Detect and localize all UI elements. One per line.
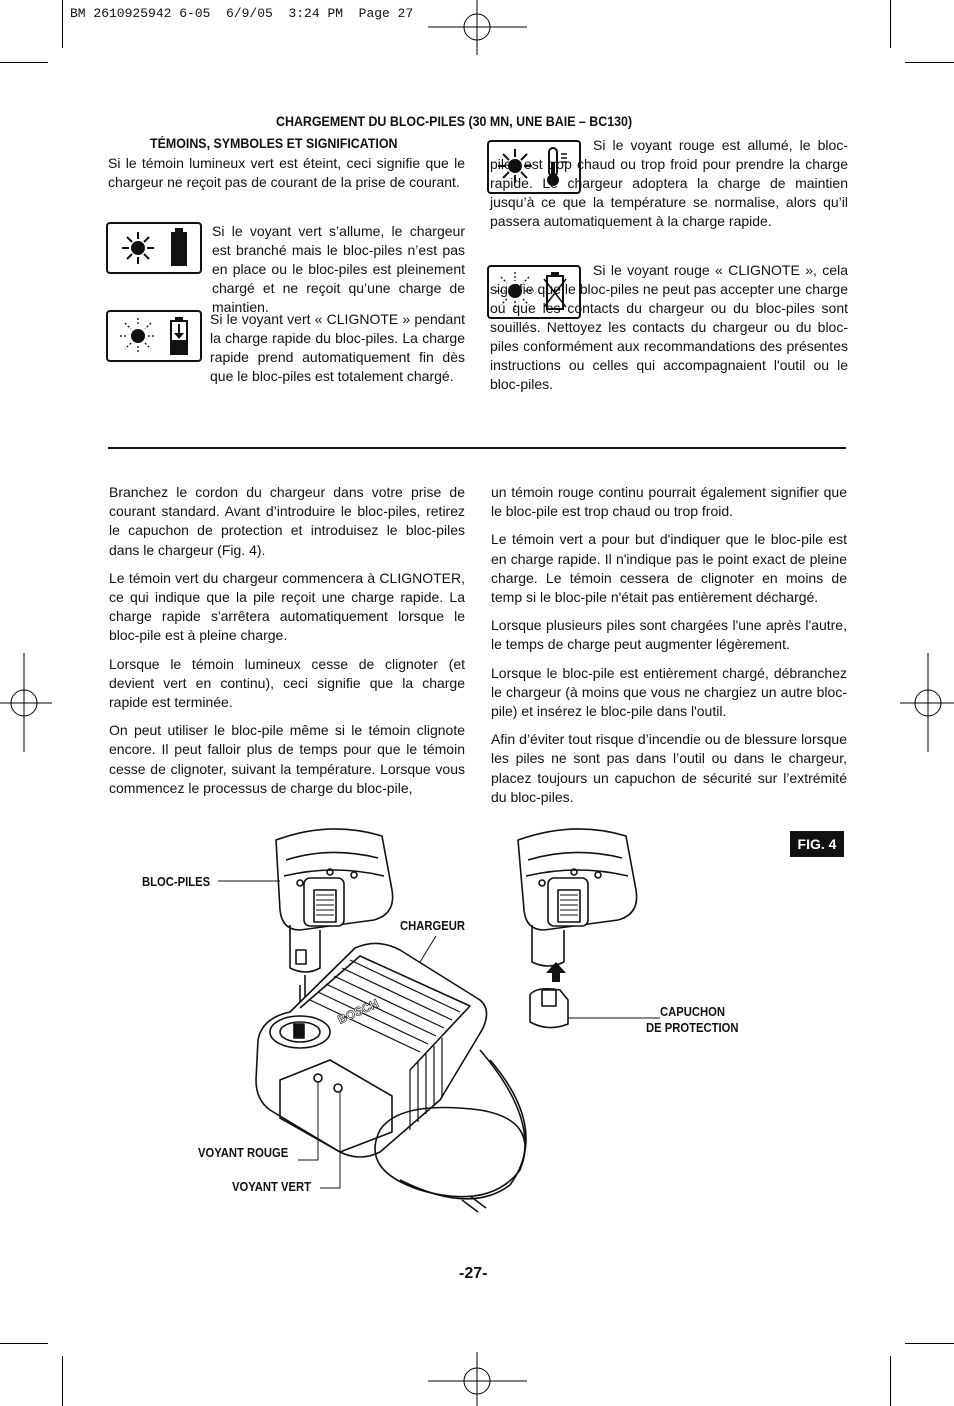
subtitle: TÉMOINS, SYMBOLES ET SIGNIFICATION [150, 136, 398, 151]
icon-red-blink-text: Si le voyant rouge « CLIGNOTE », cela signifie que le bloc-piles ne peut pas accepter une charge ou que les contacts du chargeur ou du bloc-piles sont souillés. Nettoyez les contacts du chargeur ou du bloc-piles conformément aux recommandations des présentes instructions ou celles qui accompagnaient l'outil ou le bloc-piles. [490, 262, 848, 392]
body-paragraph: On peut utiliser le bloc-pile même si le témoin clignote encore. Il peut falloir plus de temps pour que le témoin cesse de clignoter, suivant la température. Lorsque vous commencez le processus de charge du bloc-pile, [109, 722, 465, 796]
body-paragraph: Le témoin vert a pour but d'indiquer que le bloc-pile est en charge rapide. Il n'indique pas le point exact de pleine charge. Le témoin cessera de clignoter en moins de temp si le bloc-pile n'était pas entièrement déchargé. [491, 531, 847, 606]
label-chargeur: CHARGEUR [400, 919, 466, 933]
label-bloc-piles: BLOC-PILES [142, 875, 211, 889]
page-number: -27- [459, 1265, 488, 1282]
label-capuchon-1: CAPUCHON [660, 1005, 726, 1019]
label-voyant-rouge: VOYANT ROUGE [198, 1146, 289, 1160]
brand-logo: BOSCH [335, 996, 381, 1027]
body-paragraph: Afin d’éviter tout risque d’incendie ou de blessure lorsque les piles ne sont pas dans l’outil ou dans le chargeur, placez toujours un capuchon de sécurité sur l’extrémité du bloc-piles. [491, 731, 847, 805]
label-voyant-vert: VOYANT VERT [232, 1180, 311, 1194]
body-paragraph: Lorsque le bloc-pile est entièrement chargé, débranchez le chargeur (à moins que vous ne chargiez un autre bloc-pile) et insérez le bloc-pile dans l'outil. [491, 664, 847, 720]
body-paragraph: Branchez le cordon du chargeur dans votre prise de courant standard. Avant d’introduire le bloc-piles, retirez le capuchon de protection et introduisez le bloc-piles dans le chargeur (Fig. 4). [109, 484, 465, 558]
section-title: CHARGEMENT DU BLOC-PILES (30 MN, UNE BAIE – BC130) [276, 114, 633, 129]
print-slug: BM 2610925942 6-05 6/9/05 3:24 PM Page 27 [70, 6, 414, 21]
icon-green-blink-text: Si le voyant vert « CLIGNOTE » pendant la charge rapide du bloc-piles. La charge rapide prend automatiquement fin dès que le bloc-piles est totalement chargé. [210, 311, 465, 384]
icon-green-on-text: Si le voyant vert s’allume, le chargeur est branché mais le bloc-piles n’est pas en place ou le bloc-piles est pleinement chargé et ne reçoit qu’une charge de maintien. [212, 223, 465, 315]
body-paragraph: Lorsque le témoin lumineux cesse de clignoter (et devient vert en continu), ceci signifie que la charge rapide est terminée. [109, 655, 465, 711]
body-paragraph: Le témoin vert du chargeur commencera à CLIGNOTER, ce qui indique que la pile reçoit une charge rapide. La charge rapide s'arrêtera automatiquement lorsque le bloc-pile est à pleine charge. [109, 569, 465, 644]
body-paragraph: Lorsque plusieurs piles sont chargées l'une après l'autre, le temps de charge peut augmenter légèrement. [491, 617, 847, 653]
intro-text: Si le témoin lumineux vert est éteint, ceci signifie que le chargeur ne reçoit pas de courant de la prise de courant. [108, 155, 465, 190]
icon-red-on-text: Si le voyant rouge est allumé, le bloc-piles est trop chaud ou trop froid pour prendre la charge rapide. Le chargeur adoptera la charge de maintien jusqu’à ce que la température se normalise, alors qu’il passera automatiquement à la charge rapide. [490, 137, 848, 229]
body-paragraph: un témoin rouge continu pourrait également signifier que le bloc-pile est trop chaud ou trop froid. [491, 484, 847, 520]
label-capuchon-2: DE PROTECTION [646, 1021, 739, 1035]
figure-label: FIG. 4 [790, 831, 844, 857]
